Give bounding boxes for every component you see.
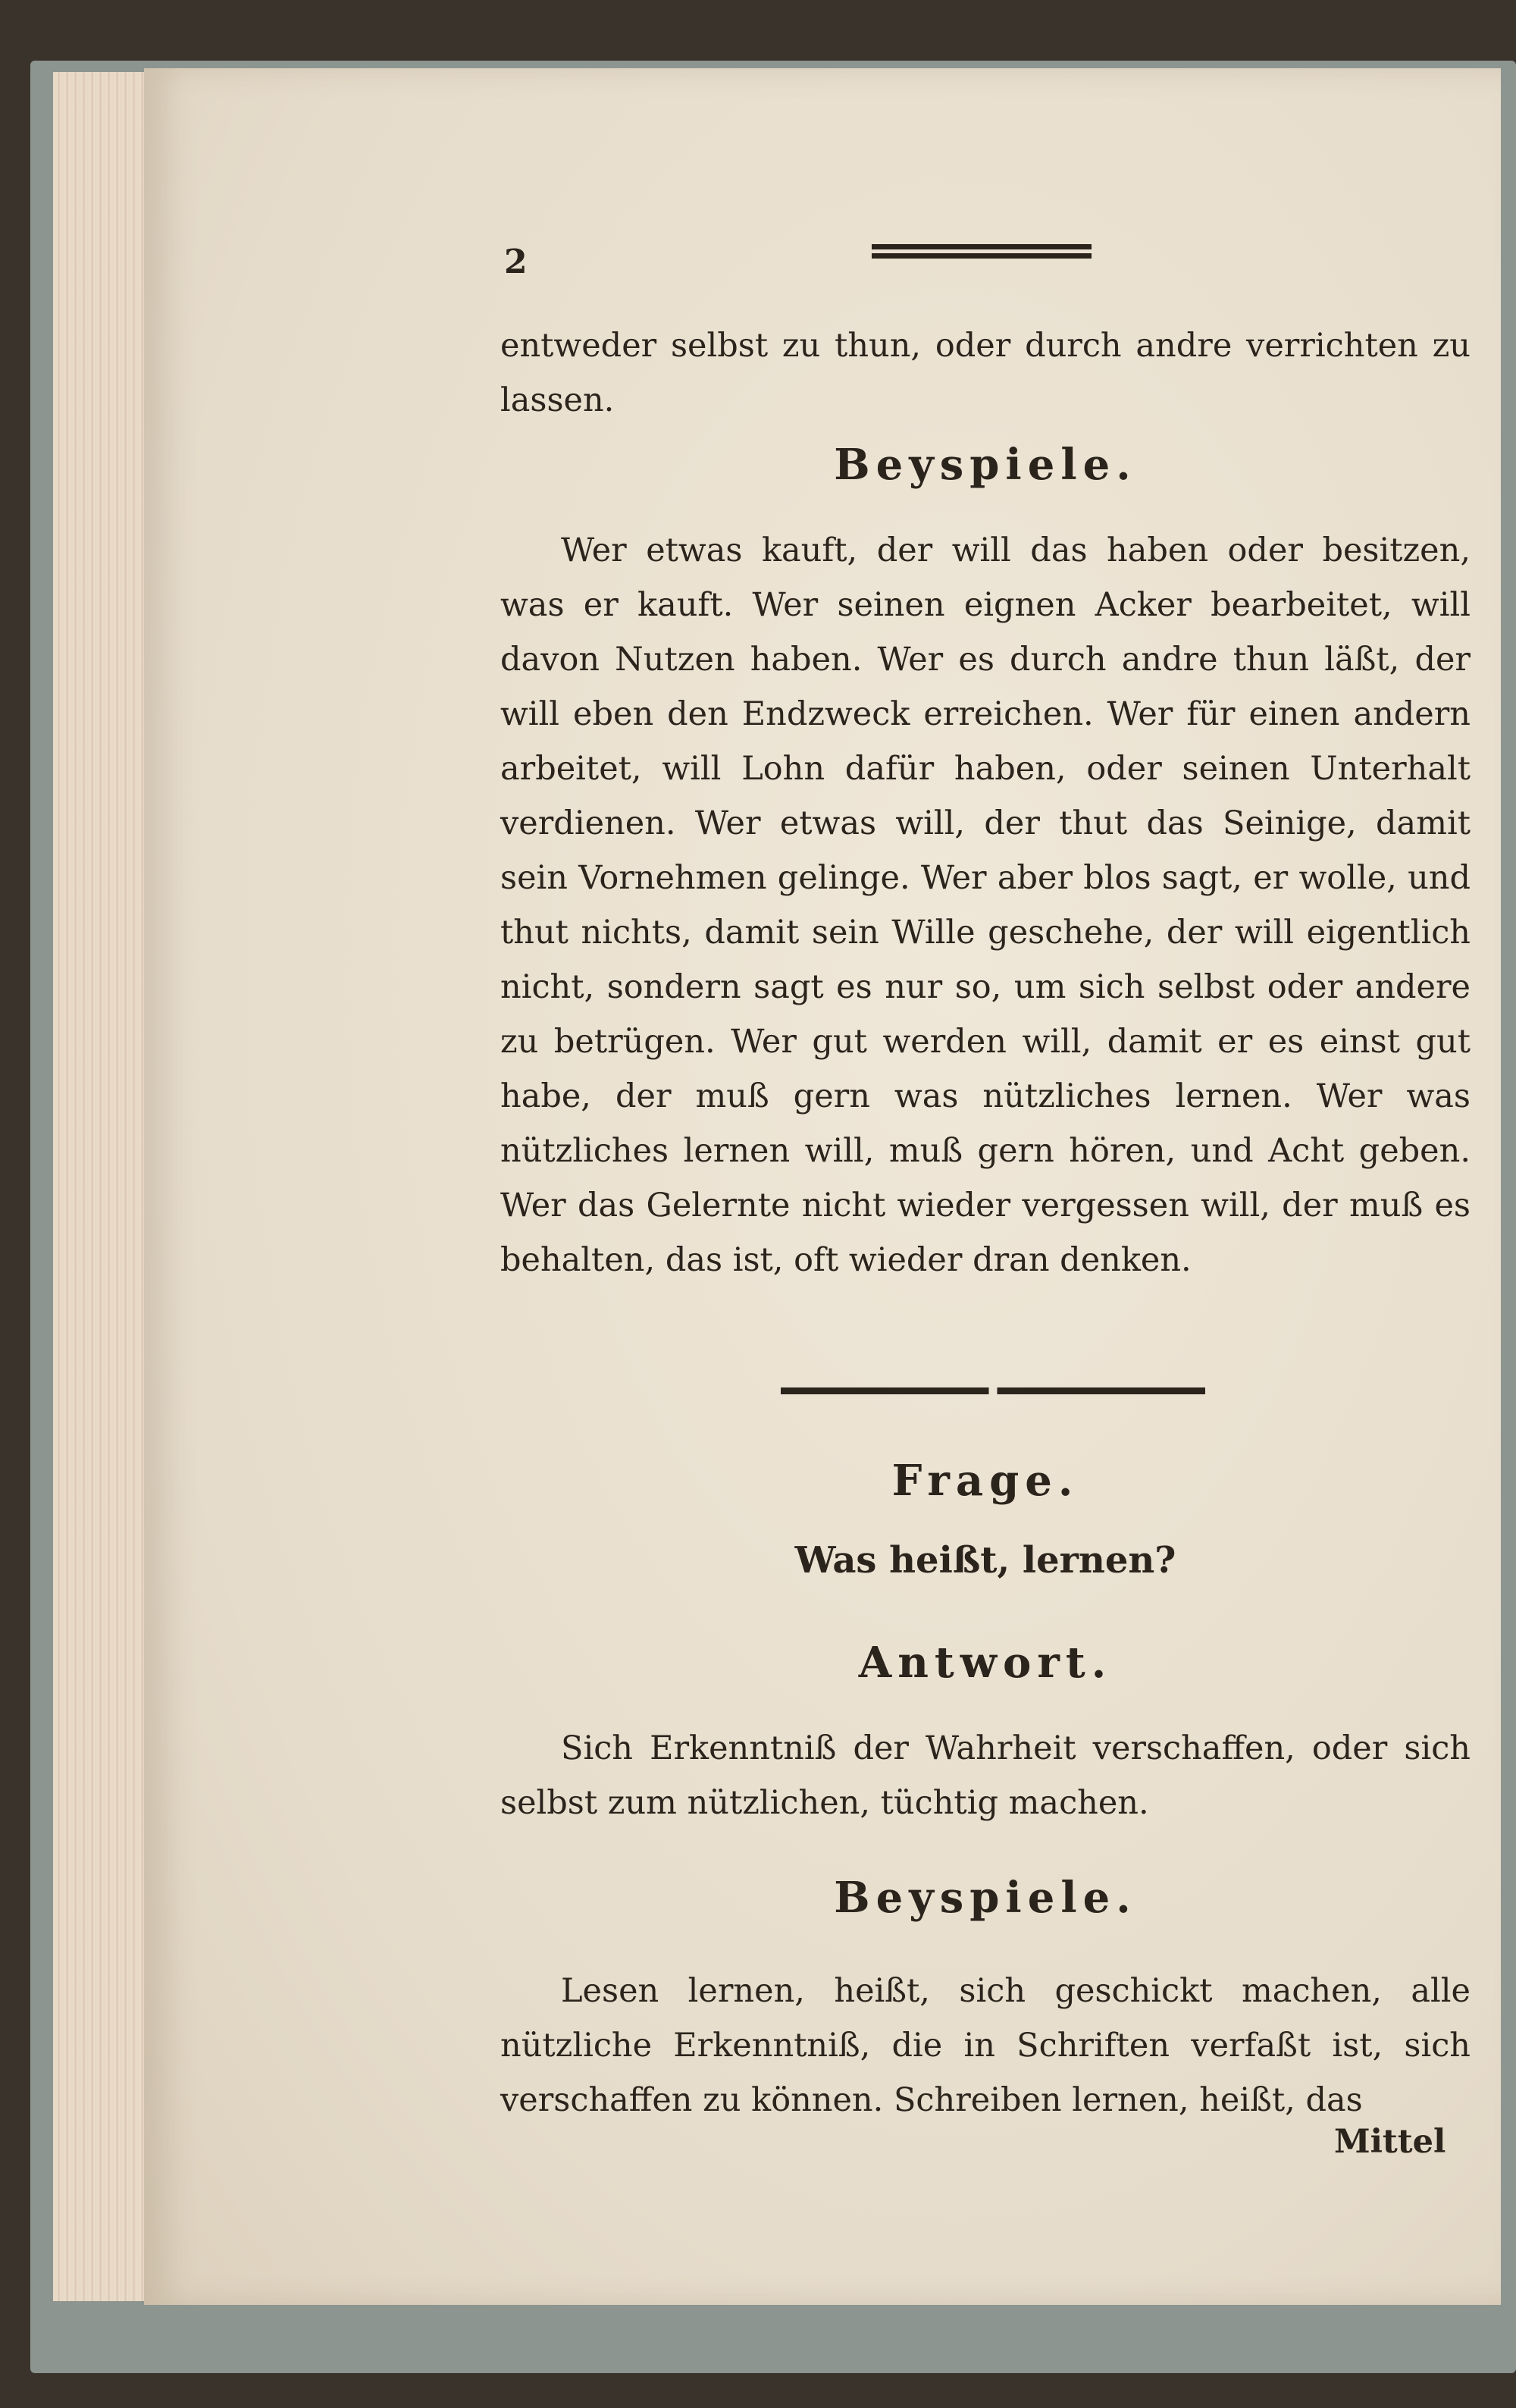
intro-text [500, 318, 1471, 428]
paragraph-1: Wer etwas kauft, der will das haben oder besitzen, was er kauft. Wer seinen eignen Acker bearbeitet, will davon Nutzen haben. Wer es durch andre thun läßt, der will eben den Endzweck erreichen. Wer für einen andern arbeitet, will Lohn dafür haben, oder seinen Unterhalt verdienen. Wer etwas will, der thut das Seinige, damit sein Vornehmen gelinge. Wer aber blos sagt, er wolle, und thut nichts, damit sein Wille geschehe, der will eigentlich nicht, sondern sagt es nur so, um sich selbst oder andere zu betrügen. Wer gut werden will, damit er es einst gut habe, der muß gern was nützliches lernen. Wer was nützliches lernen will, muß gern hören, und Acht geben. Wer das Gelernte nicht wieder vergessen will, der muß es behalten, das ist, oft wieder dran denken. [500, 531, 1471, 1279]
heading-beyspiele-1: Beyspiele. [834, 440, 1137, 490]
heading-antwort: Antwort. [858, 1638, 1113, 1688]
intro-paragraph: entweder selbst zu thun, oder durch andre verrichten zu lassen. [500, 327, 1471, 419]
answer-paragraph: Sich Erkenntniß der Wahrheit verschaffen, oder sich selbst zum nützlichen, tüchtig machen. [500, 1729, 1471, 1822]
header-rule [872, 244, 1092, 267]
page-number: 2 [504, 243, 528, 281]
catchword: Mittel [1334, 2123, 1446, 2161]
section-divider [781, 1387, 1205, 1394]
heading-frage: Frage. [891, 1456, 1079, 1506]
body-text-1 [500, 523, 1471, 1287]
answer-text [500, 1721, 1471, 1830]
page-edges [53, 72, 144, 2301]
body-text-2 [500, 1964, 1471, 2127]
paragraph-2: Lesen lernen, heißt, sich geschickt machen, alle nützliche Erkenntniß, die in Schriften verfaßt ist, sich verschaffen zu können. Schreiben lernen, heißt, das [500, 1972, 1471, 2119]
heading-beyspiele-2: Beyspiele. [834, 1873, 1137, 1923]
question-text: Was heißt, lernen? [794, 1539, 1176, 1582]
